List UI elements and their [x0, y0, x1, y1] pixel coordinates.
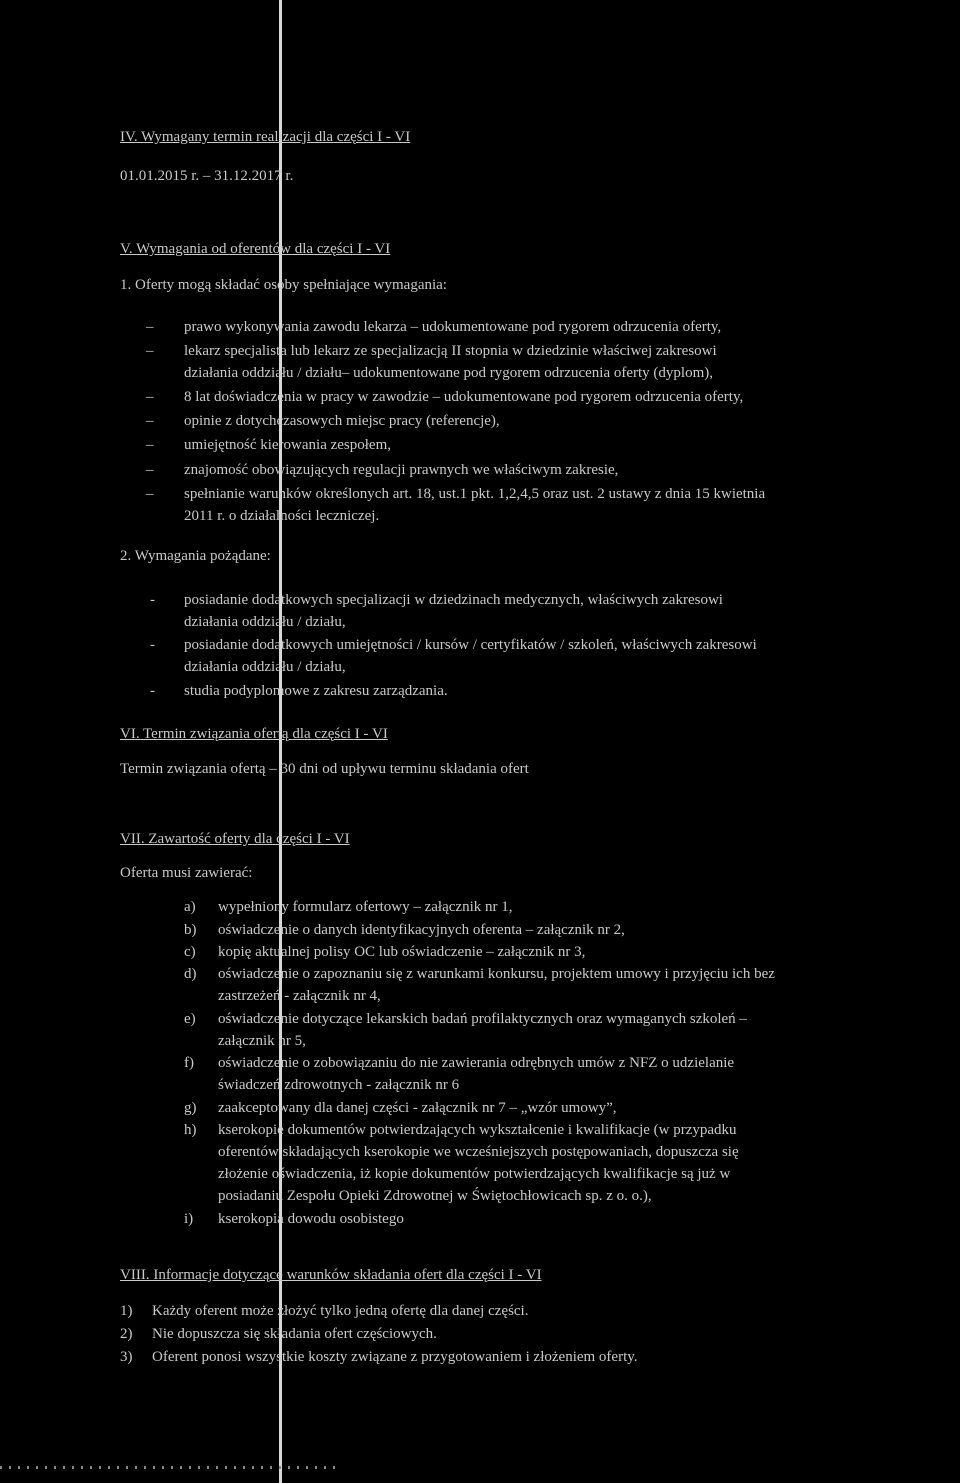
list-item-continuation: oferentów składających kserokopie we wcześniejszych postępowaniach, dopuszcza się	[218, 1144, 739, 1160]
list-item: oświadczenie dotyczące lekarskich badań profilaktycznych oraz wymaganych szkoleń –	[218, 1011, 747, 1027]
scan-artifact-dots	[0, 1466, 340, 1469]
list-item: studia podyplomowe z zakresu zarządzania.	[184, 683, 448, 699]
list-item-continuation: działania oddziału / działu,	[184, 614, 346, 630]
list-item	[218, 1052, 955, 1074]
list-item: posiadanie dodatkowych umiejętności / kursów / certyfikatów / szkoleń, właściwych zakresowi	[184, 637, 757, 653]
list-dash: –	[146, 343, 154, 359]
req2-title: 2. Wymagania pożądane:	[120, 548, 271, 564]
list-marker: c)	[184, 944, 196, 960]
list-item-continuation: świadczeń zdrowotnych - załącznik nr 6	[218, 1077, 460, 1093]
list-marker: e)	[184, 1011, 196, 1027]
list-item: Oferent ponosi wszystkie koszty związane z przygotowaniem i złożeniem oferty.	[152, 1349, 638, 1365]
list-dash: –	[146, 413, 154, 429]
list-marker: b)	[184, 922, 197, 938]
list-item: kserokopia dowodu osobistego	[218, 1211, 404, 1227]
list-item: posiadanie dodatkowych specjalizacji w dziedzinach medycznych, właściwych zakresowi	[184, 592, 723, 608]
list-item: spełnianie warunków określonych art. 18, ust.1 pkt. 1,2,4,5 oraz ust. 2 ustawy z dnia 15 kwietnia	[184, 486, 766, 502]
section-vi-heading: VI. Termin związania ofertą dla części I - VI	[120, 726, 388, 742]
list-bullet: -	[150, 637, 155, 653]
section-vii-intro: Oferta musi zawierać:	[120, 865, 253, 881]
list-item-text: lekarz specjalista lub lekarz ze specjalizacją II stopnia w dziedzinie właściwej zakresowi	[184, 343, 717, 359]
list-marker: a)	[184, 899, 196, 915]
list-marker: d)	[184, 966, 197, 982]
list-item: wypełniony formularz ofertowy – załącznik nr 1,	[218, 899, 513, 915]
list-marker: 3)	[120, 1349, 133, 1365]
section-iv-heading: IV. Wymagany termin realizacji dla części I - VI	[120, 129, 411, 145]
list-item-continuation: 2011 r. o działalności leczniczej.	[184, 508, 380, 524]
list-item-continuation: działania oddziału / działu– udokumentowane pod rygorem odrzucenia oferty (dyplom),	[184, 365, 713, 381]
list-item-continuation: zastrzeżeń - załącznik nr 4,	[218, 988, 381, 1004]
section-iv-dates: 01.01.2015 r. – 31.12.2017 r.	[120, 168, 294, 184]
list-item-continuation: złożenie oświadczenia, iż kopie dokumentów potwierdzających kwalifikacje są już w	[218, 1166, 731, 1182]
section-vi-text: Termin związania ofertą – 30 dni od upływu terminu składania ofert	[120, 761, 529, 777]
list-dash: –	[146, 437, 154, 453]
list-item: oświadczenie o zapoznaniu się z warunkami konkursu, projektem umowy i przyjęciu ich bez	[218, 966, 775, 982]
list-item: znajomość obowiązujących regulacji prawnych we właściwym zakresie,	[184, 462, 619, 478]
list-item-continuation: posiadaniu Zespołu Opieki Zdrowotnej w Świętochłowicach sp. z o. o.),	[218, 1188, 652, 1204]
list-item: oświadczenie o danych identyfikacyjnych oferenta – załącznik nr 2,	[218, 922, 625, 938]
list-item: umiejętność kierowania zespołem,	[184, 437, 392, 453]
list-marker: 1)	[120, 1303, 133, 1319]
list-item-text: oświadczenie o zobowiązaniu do nie zawierania odrębnych umów z NFZ o udzielanie	[218, 1055, 735, 1071]
list-item: zaakceptowany dla danej części - załącznik nr 7 – „wzór umowy”,	[218, 1100, 617, 1116]
section-viii-heading: VIII. Informacje dotyczące warunków składania ofert dla części I - VI	[120, 1267, 542, 1283]
section-v-heading: V. Wymagania od oferentów dla części I - VI	[120, 241, 391, 257]
list-item: prawo wykonywania zawodu lekarza – udokumentowane pod rygorem odrzucenia oferty,	[184, 319, 722, 335]
list-item-continuation: działania oddziału / działu,	[184, 659, 346, 675]
list-dash: –	[146, 462, 154, 478]
list-dash: –	[146, 319, 154, 335]
list-item: 8 lat doświadczenia w pracy w zawodzie – udokumentowane pod rygorem odrzucenia oferty,	[184, 389, 744, 405]
list-item: kopię aktualnej polisy OC lub oświadczenie – załącznik nr 3,	[218, 944, 586, 960]
req1-title: 1. Oferty mogą składać osoby spełniające wymagania:	[120, 277, 447, 293]
list-marker: 2)	[120, 1326, 133, 1342]
list-marker: h)	[184, 1122, 197, 1138]
list-dash: –	[146, 389, 154, 405]
list-item: Nie dopuszcza się składania ofert częściowych.	[152, 1326, 437, 1342]
list-item: kserokopie dokumentów potwierdzających wykształcenie i kwalifikacje (w przypadku	[218, 1122, 737, 1138]
list-marker: g)	[184, 1100, 197, 1116]
list-marker: f)	[184, 1055, 194, 1071]
list-item	[184, 340, 955, 362]
list-marker: i)	[184, 1211, 194, 1227]
section-vii-heading: VII. Zawartość oferty dla części I - VI	[120, 831, 350, 847]
list-item: Każdy oferent może złożyć tylko jedną ofertę dla danej części.	[152, 1303, 529, 1319]
list-item-continuation: załącznik nr 5,	[218, 1033, 306, 1049]
list-bullet: -	[150, 683, 155, 699]
list-item: opinie z dotychczasowych miejsc pracy (referencje),	[184, 413, 500, 429]
list-bullet: -	[150, 592, 155, 608]
list-dash: –	[146, 486, 154, 502]
